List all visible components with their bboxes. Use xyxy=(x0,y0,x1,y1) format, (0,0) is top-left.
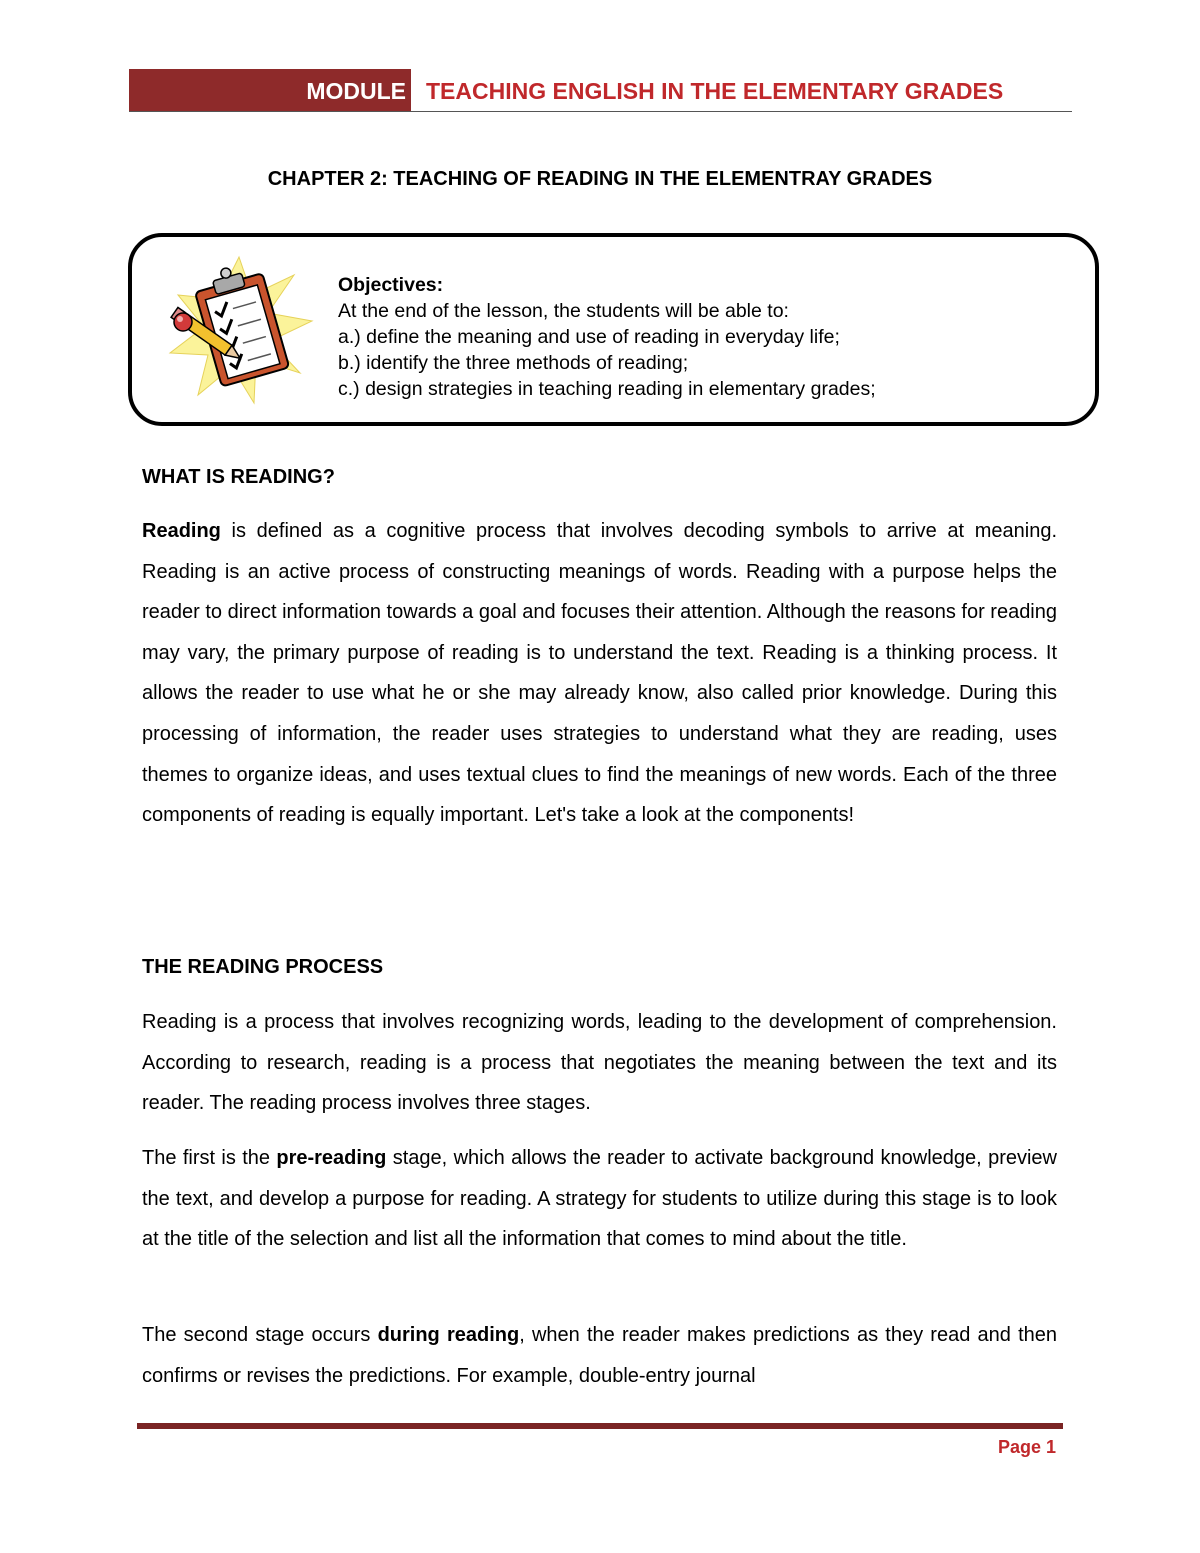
objectives-heading: Objectives: xyxy=(338,274,444,296)
section-heading-what-is-reading: WHAT IS READING? xyxy=(142,466,335,488)
paragraph-lead-bold: Reading xyxy=(142,520,221,542)
objectives-intro: At the end of the lesson, the students will be able to: xyxy=(338,300,789,322)
paragraph-bold-term: pre-reading xyxy=(276,1147,387,1169)
page-number: Page 1 xyxy=(997,1437,1056,1457)
paragraph-text: , when the reader makes predictions as they read and then confirms or revises the predictions. For example, double-entry journal xyxy=(142,1324,1057,1387)
paragraph-during-reading xyxy=(142,1315,1057,1396)
paragraph-what-is-reading xyxy=(142,511,1057,836)
objectives-text xyxy=(338,272,876,402)
chapter-title: CHAPTER 2: TEACHING OF READING IN THE ELEMENTRAY GRADES xyxy=(267,168,933,190)
paragraph-text: The second stage occurs xyxy=(142,1324,378,1346)
paragraph-reading-process-1: Reading is a process that involves recognizing words, leading to the development of comprehension. According to research, reading is a process that negotiates the meaning between the text and its reader. The reading process involves three stages. xyxy=(142,1011,1057,1115)
paragraph-pre-reading xyxy=(142,1138,1057,1260)
paragraph-body: is defined as a cognitive process that involves decoding symbols to arrive at meaning. Reading is an active process of constructing meanings of words. Reading with a purpose helps the reader to direct information towards a goal and focuses their attention. Although the reasons for reading may vary, the primary purpose of reading is to understand the text. Reading is a thinking process. It allows the reader to use what he or she may already know, also called prior knowledge. During this processing of information, the reader uses strategies to understand what they are reading, uses themes to organize ideas, and uses textual clues to find the meanings of new words. Each of the three components of reading is equally important. Let's take a look at the components! xyxy=(142,520,1057,827)
header-module-label: MODULE xyxy=(129,69,411,111)
paragraph-text: stage, which allows the reader to activate background knowledge, preview the text, and develop a purpose for reading. A strategy for students to utilize during this stage is to look at the title of the selection and list all the information that comes to mind about the title. xyxy=(142,1147,1057,1251)
objective-item: c.) design strategies in teaching reading in elementary grades; xyxy=(338,378,876,400)
header-rule xyxy=(129,111,1072,112)
header-title: TEACHING ENGLISH IN THE ELEMENTARY GRADES xyxy=(426,78,1004,104)
objective-item: a.) define the meaning and use of reading in everyday life; xyxy=(338,326,840,348)
clipboard-checklist-icon xyxy=(164,255,314,405)
paragraph-bold-term: during reading xyxy=(377,1324,520,1346)
section-heading-reading-process: THE READING PROCESS xyxy=(142,956,384,978)
footer-rule xyxy=(137,1423,1063,1429)
objective-item: b.) identify the three methods of reading; xyxy=(338,352,689,374)
paragraph-text: The first is the xyxy=(142,1147,277,1169)
